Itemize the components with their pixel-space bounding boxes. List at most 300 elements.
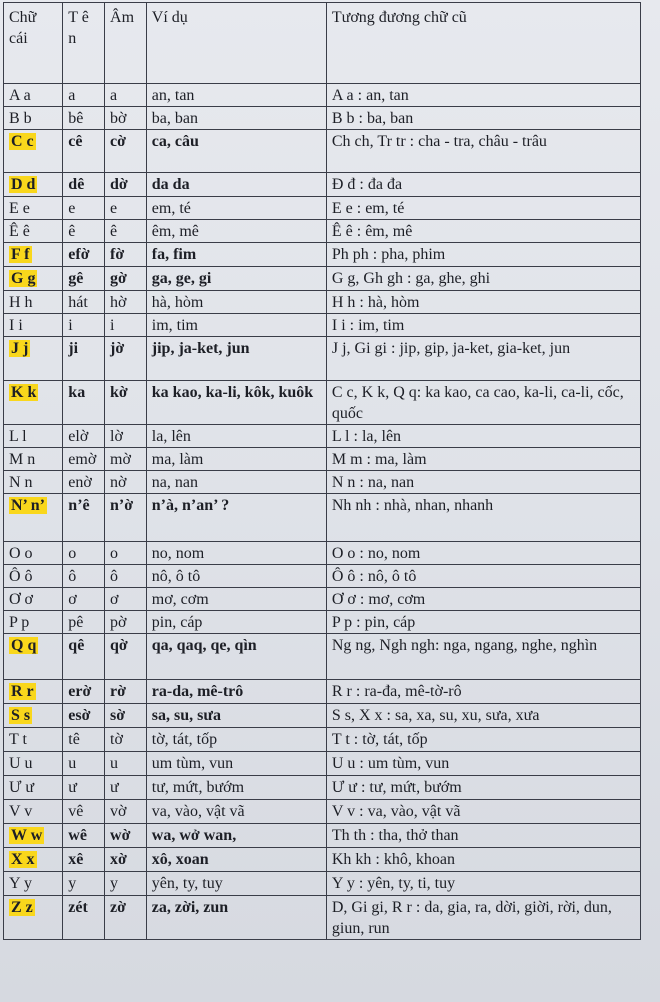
example-cell-text: im, tim: [151, 317, 198, 334]
example-cell-text: sa, su, sưa: [151, 707, 221, 724]
header-example: Ví dụ: [146, 3, 326, 84]
table-row: [4, 314, 641, 337]
example-cell-text: yên, ty, tuy: [151, 875, 223, 892]
letter-cell: [4, 314, 63, 337]
old-equivalent-cell: [326, 494, 640, 542]
letter-cell-text: P p: [9, 614, 30, 631]
name-cell-text: dê: [68, 176, 85, 193]
sound-cell: [105, 130, 147, 173]
old-equivalent-cell-text: P p : pin, cáp: [331, 614, 416, 631]
example-cell-text: wa, wở wan,: [151, 827, 237, 844]
example-cell-text: mơ, cơm: [151, 591, 209, 608]
highlighted-letter: W w: [11, 827, 43, 844]
sound-cell-text: nờ: [110, 474, 127, 491]
example-cell: [146, 565, 326, 588]
example-cell-text: nô, ô tô: [151, 568, 201, 585]
header-name: T ê n: [63, 3, 105, 84]
old-equivalent-cell: [326, 107, 640, 130]
sound-cell: [105, 84, 147, 107]
old-equivalent-cell-text: R r : ra-đa, mê-tờ-rô: [331, 683, 462, 700]
letter-cell-text: N n: [9, 474, 33, 491]
letter-cell-text: Y y: [9, 875, 32, 892]
old-equivalent-cell-text: M m : ma, làm: [331, 451, 427, 468]
table-row: [4, 130, 641, 173]
example-cell-text: xô, xoan: [151, 851, 209, 868]
old-equivalent-cell-text: D, Gi gi, R r : da, gia, ra, dời, giời, rời, dun, giun, run: [331, 899, 612, 937]
name-cell-text: y: [68, 875, 77, 892]
old-equivalent-cell: [326, 542, 640, 565]
table-row: [4, 824, 641, 848]
table-row: [4, 848, 641, 872]
sound-cell: [105, 220, 147, 243]
name-cell-text: ka: [68, 384, 86, 401]
name-cell-text: gê: [68, 270, 84, 287]
table-row: [4, 800, 641, 824]
table-row: [4, 542, 641, 565]
letter-cell: [4, 800, 63, 824]
name-cell: [63, 565, 105, 588]
old-equivalent-cell: [326, 824, 640, 848]
old-equivalent-cell: [326, 314, 640, 337]
name-cell-text: zét: [68, 899, 88, 916]
example-cell: [146, 588, 326, 611]
old-equivalent-cell: [326, 611, 640, 634]
old-equivalent-cell-text: L l : la, lên: [331, 428, 402, 445]
name-cell-text: emờ: [68, 451, 97, 468]
example-cell: [146, 824, 326, 848]
highlighted-letter: S s: [11, 707, 31, 724]
example-cell: [146, 107, 326, 130]
name-cell-text: u: [68, 755, 77, 772]
letter-cell: [4, 752, 63, 776]
sound-cell: [105, 448, 147, 471]
name-cell-text: wê: [68, 827, 87, 844]
letter-cell-text: O o: [9, 545, 33, 562]
sound-cell: [105, 824, 147, 848]
example-cell-text: tờ, tát, tốp: [151, 731, 218, 748]
sound-cell: [105, 848, 147, 872]
name-cell: [63, 542, 105, 565]
letter-cell-text: Ô ô: [9, 568, 33, 585]
old-equivalent-cell: [326, 848, 640, 872]
old-equivalent-cell: [326, 267, 640, 291]
old-equivalent-cell-text: E e : em, té: [331, 200, 405, 217]
name-cell-text: qê: [68, 637, 85, 654]
name-cell: [63, 776, 105, 800]
example-cell: [146, 471, 326, 494]
letter-cell: [4, 197, 63, 220]
name-cell: [63, 680, 105, 704]
sound-cell-text: i: [110, 317, 115, 334]
example-cell-text: jip, ja-ket, jun: [151, 340, 250, 357]
sound-cell: [105, 471, 147, 494]
highlighted-letter: J j: [11, 340, 29, 357]
old-equivalent-cell: [326, 130, 640, 173]
letter-cell: [4, 291, 63, 314]
example-cell-text: fa, fim: [151, 246, 197, 263]
sound-cell: [105, 872, 147, 896]
example-cell: [146, 337, 326, 381]
letter-cell-text: M n: [9, 451, 36, 468]
name-cell-text: cê: [68, 133, 83, 150]
name-cell-text: o: [68, 545, 77, 562]
letter-cell-text: Ư ư: [9, 779, 35, 796]
example-cell-text: va, vào, vật vã: [151, 803, 245, 820]
name-cell-text: ê: [68, 223, 76, 240]
name-cell: [63, 896, 105, 940]
example-cell: [146, 291, 326, 314]
old-equivalent-cell-text: O o : no, nom: [331, 545, 421, 562]
sound-cell: [105, 314, 147, 337]
name-cell: [63, 752, 105, 776]
old-equivalent-cell-text: N n : na, nan: [331, 474, 415, 491]
letter-cell: [4, 680, 63, 704]
example-cell: [146, 448, 326, 471]
name-cell-text: erờ: [68, 683, 92, 700]
example-cell: [146, 848, 326, 872]
sound-cell-text: zờ: [110, 899, 126, 916]
old-equivalent-cell: [326, 896, 640, 940]
old-equivalent-cell-text: Đ đ : đa đa: [331, 176, 403, 193]
table-row: [4, 291, 641, 314]
name-cell: [63, 337, 105, 381]
example-cell-text: hà, hòm: [151, 294, 204, 311]
highlighted-letter: F f: [11, 246, 30, 263]
sound-cell: [105, 565, 147, 588]
example-cell-text: ka kao, ka-li, kôk, kuôk: [151, 384, 314, 401]
letter-cell: [4, 704, 63, 728]
example-cell: [146, 267, 326, 291]
name-cell-text: ư: [68, 779, 77, 796]
name-cell: [63, 130, 105, 173]
sound-cell-text: bờ: [110, 110, 127, 127]
example-cell: [146, 243, 326, 267]
example-cell-text: an, tan: [151, 87, 195, 104]
letter-cell: [4, 611, 63, 634]
sound-cell-text: rờ: [110, 683, 126, 700]
name-cell-text: enờ: [68, 474, 92, 491]
letter-cell-text: T t: [9, 731, 27, 748]
table-row: [4, 471, 641, 494]
sound-cell-text: ư: [110, 779, 119, 796]
sound-cell-text: gờ: [110, 270, 127, 287]
highlighted-letter: C c: [11, 133, 34, 150]
table-row: [4, 107, 641, 130]
sound-cell: [105, 611, 147, 634]
table-row: [4, 381, 641, 425]
example-cell: [146, 704, 326, 728]
name-cell-text: pê: [68, 614, 84, 631]
sound-cell: [105, 267, 147, 291]
letter-cell: [4, 130, 63, 173]
name-cell: [63, 588, 105, 611]
sound-cell: [105, 752, 147, 776]
old-equivalent-cell-text: Ph ph : pha, phim: [331, 246, 446, 263]
old-equivalent-cell-text: Ơ ơ : mơ, cơm: [331, 591, 426, 608]
table-row: [4, 267, 641, 291]
letter-cell: [4, 848, 63, 872]
table-row: [4, 565, 641, 588]
table-row: [4, 448, 641, 471]
name-cell: [63, 197, 105, 220]
old-equivalent-cell-text: B b : ba, ban: [331, 110, 414, 127]
sound-cell: [105, 243, 147, 267]
old-equivalent-cell-text: Ê ê : êm, mê: [331, 223, 413, 240]
table-row: [4, 220, 641, 243]
example-cell-text: em, té: [151, 200, 191, 217]
table-row: [4, 337, 641, 381]
name-cell: [63, 448, 105, 471]
table-row: [4, 776, 641, 800]
name-cell-text: tê: [68, 731, 80, 748]
letter-cell: [4, 872, 63, 896]
letter-cell: [4, 448, 63, 471]
name-cell-text: e: [68, 200, 76, 217]
sound-cell-text: vờ: [110, 803, 127, 820]
example-cell: [146, 752, 326, 776]
name-cell-text: elờ: [68, 428, 89, 445]
table-row: [4, 704, 641, 728]
old-equivalent-cell: [326, 634, 640, 680]
old-equivalent-cell-text: Ng ng, Ngh ngh: nga, ngang, nghe, nghìn: [331, 637, 598, 654]
example-cell: [146, 173, 326, 197]
example-cell: [146, 776, 326, 800]
sound-cell: [105, 542, 147, 565]
old-equivalent-cell: [326, 173, 640, 197]
old-equivalent-cell: [326, 197, 640, 220]
letter-cell-text: Ơ ơ: [9, 591, 34, 608]
example-cell-text: ca, câu: [151, 133, 199, 150]
table-row: [4, 680, 641, 704]
letter-cell: [4, 565, 63, 588]
example-cell: [146, 542, 326, 565]
old-equivalent-cell-text: C c, K k, Q q: ka kao, ca cao, ka-li, ca-li, cốc, quốc: [331, 384, 624, 422]
table-row: [4, 728, 641, 752]
letter-cell: [4, 634, 63, 680]
example-cell: [146, 314, 326, 337]
sound-cell-text: dờ: [110, 176, 128, 193]
example-cell-text: ga, ge, gi: [151, 270, 212, 287]
table-row: [4, 634, 641, 680]
old-equivalent-cell-text: V v : va, vào, vật vã: [331, 803, 461, 820]
old-equivalent-cell-text: Ô ô : nô, ô tô: [331, 568, 417, 585]
sound-cell: [105, 337, 147, 381]
highlighted-letter: R r: [11, 683, 34, 700]
sound-cell: [105, 494, 147, 542]
sound-cell-text: wờ: [110, 827, 131, 844]
table-row: [4, 197, 641, 220]
old-equivalent-cell: [326, 471, 640, 494]
letter-cell: [4, 824, 63, 848]
old-equivalent-cell-text: U u : um tùm, vun: [331, 755, 450, 772]
letter-cell-text: I i: [9, 317, 23, 334]
old-equivalent-cell-text: H h : hà, hòm: [331, 294, 420, 311]
old-equivalent-cell-text: Ư ư : tư, mứt, bướm: [331, 779, 462, 796]
name-cell-text: a: [68, 87, 76, 104]
sound-cell-text: y: [110, 875, 119, 892]
name-cell-text: n’ê: [68, 497, 90, 514]
sound-cell: [105, 634, 147, 680]
sound-cell-text: pờ: [110, 614, 127, 631]
old-equivalent-cell-text: I i : im, tim: [331, 317, 405, 334]
sound-cell-text: o: [110, 545, 119, 562]
letter-cell: [4, 896, 63, 940]
old-equivalent-cell: [326, 220, 640, 243]
example-cell: [146, 896, 326, 940]
old-equivalent-cell: [326, 752, 640, 776]
name-cell: [63, 728, 105, 752]
letter-cell: [4, 776, 63, 800]
sound-cell-text: hờ: [110, 294, 127, 311]
example-cell: [146, 800, 326, 824]
sound-cell-text: ơ: [110, 591, 119, 608]
old-equivalent-cell: [326, 381, 640, 425]
example-cell-text: n’à, n’an’ ?: [151, 497, 230, 514]
example-cell: [146, 220, 326, 243]
sound-cell-text: xờ: [110, 851, 127, 868]
old-equivalent-cell: [326, 565, 640, 588]
name-cell-text: bê: [68, 110, 84, 127]
letter-cell: [4, 542, 63, 565]
old-equivalent-cell: [326, 872, 640, 896]
letter-cell: [4, 337, 63, 381]
table-row: [4, 588, 641, 611]
name-cell-text: esờ: [68, 707, 91, 724]
sound-cell: [105, 197, 147, 220]
table-row: [4, 425, 641, 448]
old-equivalent-cell: [326, 704, 640, 728]
letter-cell-text: E e: [9, 200, 30, 217]
example-cell-text: na, nan: [151, 474, 198, 491]
example-cell-text: da da: [151, 176, 190, 193]
table-row: [4, 173, 641, 197]
sound-cell-text: u: [110, 755, 119, 772]
letter-cell: [4, 173, 63, 197]
old-equivalent-cell-text: Ch ch, Tr tr : cha - tra, châu - trâu: [331, 133, 547, 150]
old-equivalent-cell: [326, 728, 640, 752]
name-cell-text: vê: [68, 803, 84, 820]
highlighted-letter: D d: [11, 176, 36, 193]
table-row: [4, 84, 641, 107]
sound-cell-text: mờ: [110, 451, 131, 468]
old-equivalent-cell-text: J j, Gi gi : jip, gip, ja-ket, gia-ket, jun: [331, 340, 571, 357]
name-cell-text: ji: [68, 340, 79, 357]
example-cell-text: tư, mứt, bướm: [151, 779, 245, 796]
sound-cell: [105, 588, 147, 611]
old-equivalent-cell-text: A a : an, tan: [331, 87, 409, 104]
old-equivalent-cell-text: S s, X x : sa, xa, su, xu, sưa, xưa: [331, 707, 540, 724]
highlighted-letter: Z z: [11, 899, 33, 916]
name-cell: [63, 471, 105, 494]
table-header-row: [4, 3, 641, 84]
letter-cell: [4, 728, 63, 752]
table-body: [4, 84, 641, 940]
example-cell-text: ma, làm: [151, 451, 204, 468]
old-equivalent-cell-text: Nh nh : nhà, nhan, nhanh: [331, 497, 494, 514]
example-cell: [146, 634, 326, 680]
example-cell-text: pin, cáp: [151, 614, 203, 631]
old-equivalent-cell: [326, 337, 640, 381]
old-equivalent-cell-text: G g, Gh gh : ga, ghe, ghi: [331, 270, 491, 287]
letter-cell: [4, 107, 63, 130]
example-cell: [146, 425, 326, 448]
old-equivalent-cell: [326, 448, 640, 471]
letter-cell: [4, 471, 63, 494]
example-cell-text: za, zời, zun: [151, 899, 229, 916]
sound-cell-text: a: [110, 87, 118, 104]
highlighted-letter: G g: [11, 270, 36, 287]
highlighted-letter: Q q: [11, 637, 37, 654]
old-equivalent-cell: [326, 800, 640, 824]
letter-cell: [4, 84, 63, 107]
example-cell-text: ba, ban: [151, 110, 198, 127]
header-old-equivalent: Tương đương chữ cũ: [326, 3, 640, 84]
name-cell: [63, 220, 105, 243]
letter-cell: [4, 243, 63, 267]
name-cell: [63, 425, 105, 448]
example-cell: [146, 680, 326, 704]
name-cell: [63, 872, 105, 896]
old-equivalent-cell: [326, 588, 640, 611]
sound-cell: [105, 728, 147, 752]
name-cell: [63, 824, 105, 848]
old-equivalent-cell: [326, 243, 640, 267]
example-cell: [146, 611, 326, 634]
sound-cell-text: fờ: [110, 246, 125, 263]
sound-cell-text: ê: [110, 223, 118, 240]
sound-cell: [105, 425, 147, 448]
old-equivalent-cell-text: Th th : tha, thở than: [331, 827, 459, 844]
name-cell-text: i: [68, 317, 73, 334]
name-cell: [63, 494, 105, 542]
sound-cell-text: lờ: [110, 428, 123, 445]
example-cell: [146, 381, 326, 425]
example-cell: [146, 494, 326, 542]
letter-cell-text: U u: [9, 755, 33, 772]
sound-cell: [105, 107, 147, 130]
example-cell-text: êm, mê: [151, 223, 199, 240]
old-equivalent-cell-text: Y y : yên, ty, ti, tuy: [331, 875, 456, 892]
highlighted-letter: K k: [11, 384, 37, 401]
sound-cell-text: sờ: [110, 707, 126, 724]
highlighted-letter: N’ n’: [11, 497, 45, 514]
header-letter: Chữ cái: [4, 3, 63, 84]
sound-cell-text: n’ờ: [110, 497, 134, 514]
sound-cell: [105, 381, 147, 425]
letter-cell: [4, 267, 63, 291]
table-row: [4, 752, 641, 776]
table-row: [4, 872, 641, 896]
name-cell: [63, 314, 105, 337]
example-cell-text: um tùm, vun: [151, 755, 234, 772]
sound-cell: [105, 680, 147, 704]
letter-cell-text: B b: [9, 110, 32, 127]
name-cell: [63, 381, 105, 425]
letter-cell: [4, 381, 63, 425]
letter-cell-text: L l: [9, 428, 27, 445]
example-cell-text: la, lên: [151, 428, 191, 445]
table-row: [4, 611, 641, 634]
sound-cell: [105, 896, 147, 940]
name-cell: [63, 800, 105, 824]
example-cell-text: qa, qaq, qe, qìn: [151, 637, 257, 654]
example-cell: [146, 84, 326, 107]
letter-cell-text: A a: [9, 87, 31, 104]
table-row: [4, 494, 641, 542]
example-cell: [146, 728, 326, 752]
letter-cell: [4, 588, 63, 611]
sound-cell-text: e: [110, 200, 118, 217]
